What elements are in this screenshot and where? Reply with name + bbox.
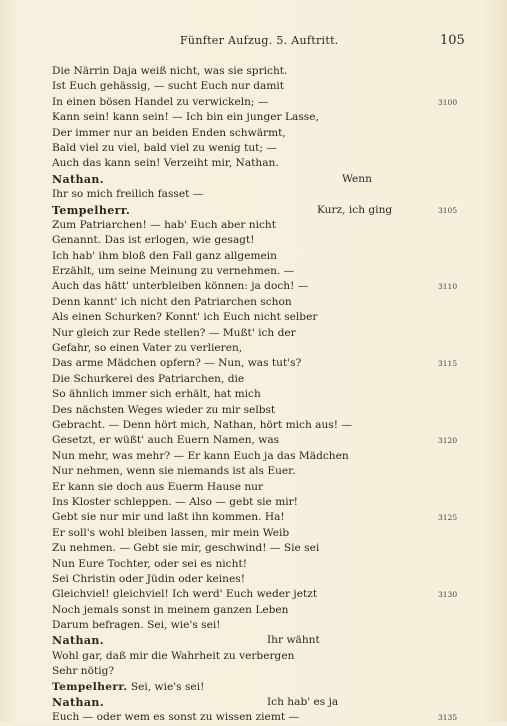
- verse-line: So ähnlich immer sich erhält, hat mich: [52, 388, 261, 401]
- verse-line: Auch das kann sein! Verzeiht mir, Nathan.: [52, 157, 279, 170]
- speaker-line: [52, 203, 472, 218]
- verse-line: Gebt sie nur mir und laßt ihn kommen. Ha! 3125: [52, 510, 472, 525]
- speaker-name: Tempelherr.: [52, 680, 128, 693]
- line-number: 3115: [438, 359, 458, 369]
- page-header: [0, 34, 507, 54]
- verse-line: Erzählt, um seine Meinung zu vernehmen. —: [52, 265, 295, 278]
- speaker-line: [52, 172, 472, 187]
- line-number: 3105: [438, 205, 458, 215]
- verse-line: Ich hab' ihm bloß den Fall ganz allgemein: [52, 249, 277, 262]
- verse-line: In einen bösen Handel zu verwickeln; — 3100: [52, 95, 472, 110]
- verse-line: Denn kannt' ich nicht den Patriarchen schon: [52, 295, 292, 308]
- verse-line: Er kann sie doch aus Euerm Hause nur: [52, 480, 264, 493]
- verse-line: Er soll's wohl bleiben lassen, mir mein Weib: [52, 526, 290, 539]
- verse-line: Bald viel zu viel, bald viel zu wenig tut; —: [52, 141, 277, 154]
- verse-line: Nur gleich zur Rede stellen? — Mußt' ich der: [52, 326, 296, 339]
- verse-line: Gebracht. — Denn hört mich, Nathan, hört mich aus! —: [52, 418, 352, 431]
- verse-line: Gefahr, so einen Vater zu verlieren,: [52, 342, 243, 355]
- verse-continuation: Kurz, ich ging: [317, 203, 393, 216]
- verse-line: Kann sein! kann sein! — Ich bin ein junger Lasse,: [52, 111, 319, 124]
- verse-line: Genannt. Das ist erlogen, wie gesagt!: [52, 234, 255, 247]
- verse-line: Das arme Mädchen opfern? — Nun, was tut's? 3115: [52, 356, 472, 371]
- verse-line: Gesetzt, er wüßt' auch Euern Namen, was 3120: [52, 433, 472, 448]
- verse-line: Darum befragen. Sei, wie's sei!: [52, 619, 221, 632]
- speaker-line: [52, 695, 472, 710]
- verse-line: Zu nehmen. — Gebt sie mir, geschwind! — Sie sei: [52, 542, 320, 555]
- verse-line: Des nächsten Weges wieder zu mir selbst: [52, 403, 276, 416]
- line-number: 3130: [438, 590, 458, 600]
- verse-line: Der immer nur an beiden Enden schwärmt,: [52, 126, 286, 139]
- line-number: 3110: [438, 282, 458, 292]
- verse-line: Die Närrin Daja weiß nicht, was sie spricht.: [52, 65, 288, 77]
- verse-continuation: Wenn: [342, 172, 372, 185]
- verse-line: Ist Euch gehässig, — sucht Euch nur damit: [52, 80, 285, 93]
- drama-text: [52, 64, 472, 726]
- verse-line: Sei Christin oder Jüdin oder keines!: [52, 572, 245, 585]
- verse-line: Als einen Schurken? Konnt' ich Euch nicht selber: [52, 311, 318, 324]
- verse-line: Nur nehmen, wenn sie niemands ist als Euer.: [52, 465, 296, 478]
- line-number: 3120: [438, 436, 458, 446]
- verse-line: Euch — oder wem es sonst zu wissen ziemt — 3135: [52, 710, 472, 725]
- verse-line: Nun mehr, was mehr? — Er kann Euch ja das Mädchen: [52, 449, 349, 462]
- verse-line: Wohl gar, daß mir die Wahrheit zu verbergen: [52, 649, 295, 662]
- verse-line: Ihr so mich freilich fasset —: [52, 188, 204, 201]
- line-number: 3125: [438, 513, 458, 523]
- speaker-line: [52, 680, 472, 695]
- verse-line: Gleichviel! gleichviel! Ich werd' Euch weder jetzt 3130: [52, 587, 472, 602]
- verse-line: Nun Eure Tochter, oder sei es nicht!: [52, 557, 247, 570]
- line-number: 3100: [438, 97, 458, 107]
- line-number: 3135: [438, 713, 458, 723]
- speaker-name: Nathan.: [52, 696, 105, 710]
- verse-continuation: Ich hab' es ja: [267, 696, 339, 709]
- speaker-name: Tempelherr.: [52, 203, 131, 217]
- running-head: Fünfter Aufzug. 5. Auftritt.: [180, 34, 339, 47]
- verse-line: Ins Kloster schleppen. — Also — gebt sie mir!: [52, 495, 298, 508]
- verse-line: Sehr nötig?: [52, 665, 115, 678]
- speaker-name: Nathan.: [52, 634, 105, 648]
- verse-line: Auch das hätt' unterbleiben können: ja doch! — 3110: [52, 279, 472, 294]
- verse-continuation: Ihr wähnt: [267, 634, 320, 647]
- verse-line: Die Schurkerei des Patriarchen, die: [52, 372, 245, 385]
- verse-line: Zum Patriarchen! — hab' Euch aber nicht: [52, 218, 276, 231]
- verse-inline: Sei, wie's sei!: [130, 680, 205, 693]
- speaker-name: Nathan.: [52, 172, 105, 186]
- verse-line: Noch jemals sonst in meinem ganzen Leben: [52, 603, 289, 616]
- page-number: 105: [440, 33, 465, 48]
- speaker-line: [52, 633, 472, 648]
